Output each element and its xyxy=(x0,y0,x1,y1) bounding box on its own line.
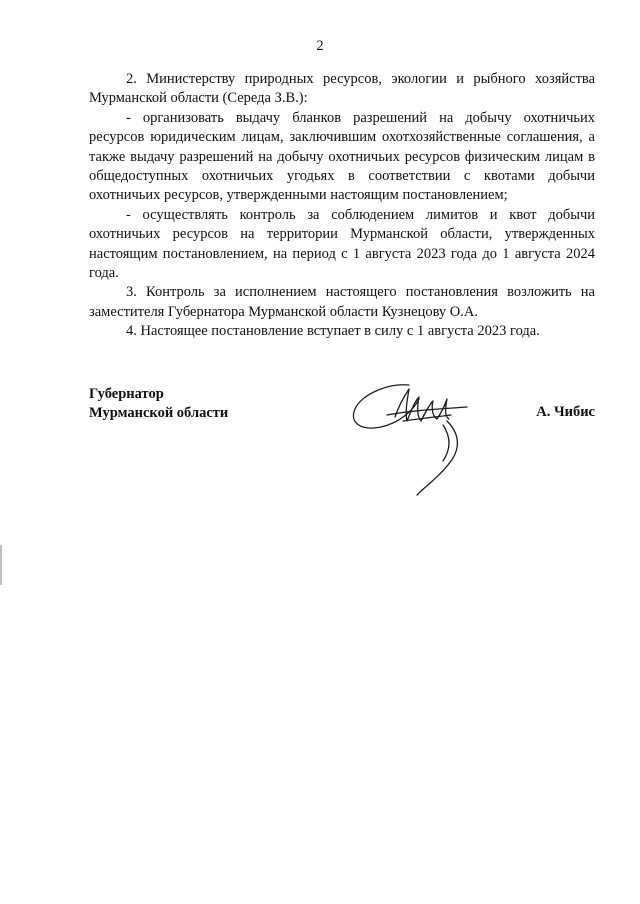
signature-block xyxy=(89,385,595,515)
paragraph-item-2: 2. Министерству природных ресурсов, экологии и рыбного хозяйства Мурманской области (Середа З.В.): xyxy=(89,71,595,107)
paragraph-control-limits: - осуществлять контроль за соблюдением лимитов и квот добычи охотничьих ресурсов на территории Мурманской области, утвержденных настоящим постановлением, на период с 1 августа 2023 года до 1 августа 2024 года. xyxy=(89,206,595,282)
page-number: 2 xyxy=(316,38,324,54)
scan-edge-mark xyxy=(0,545,2,585)
signer-title-line2: Мурманской области xyxy=(89,405,229,422)
signer-title-line1: Губернатор xyxy=(89,386,164,402)
paragraph-item-4: 4. Настоящее постановление вступает в силу с 1 августа 2023 года. xyxy=(126,323,540,340)
signer-name: А. Чибис xyxy=(536,404,595,420)
signer-title xyxy=(89,385,228,424)
document-body xyxy=(89,70,595,342)
paragraph-item-3: 3. Контроль за исполнением настоящего постановления возложить на заместителя Губернатора Мурманской области Кузнецову О.А. xyxy=(89,284,595,320)
paragraph-organize-permits: - организовать выдачу бланков разрешений на добычу охотничьих ресурсов юридическим лицам, заключившим охотхозяйственные соглашения, а также выдачу разрешений на добычу охотничьих ресурсов физическим лицам в общедоступных охотничьих угодьях в соответствии с квотами добычи охотничьих ресурсов, утвержденными настоящим постановлением; xyxy=(89,109,595,204)
handwritten-signature-icon xyxy=(347,377,477,502)
